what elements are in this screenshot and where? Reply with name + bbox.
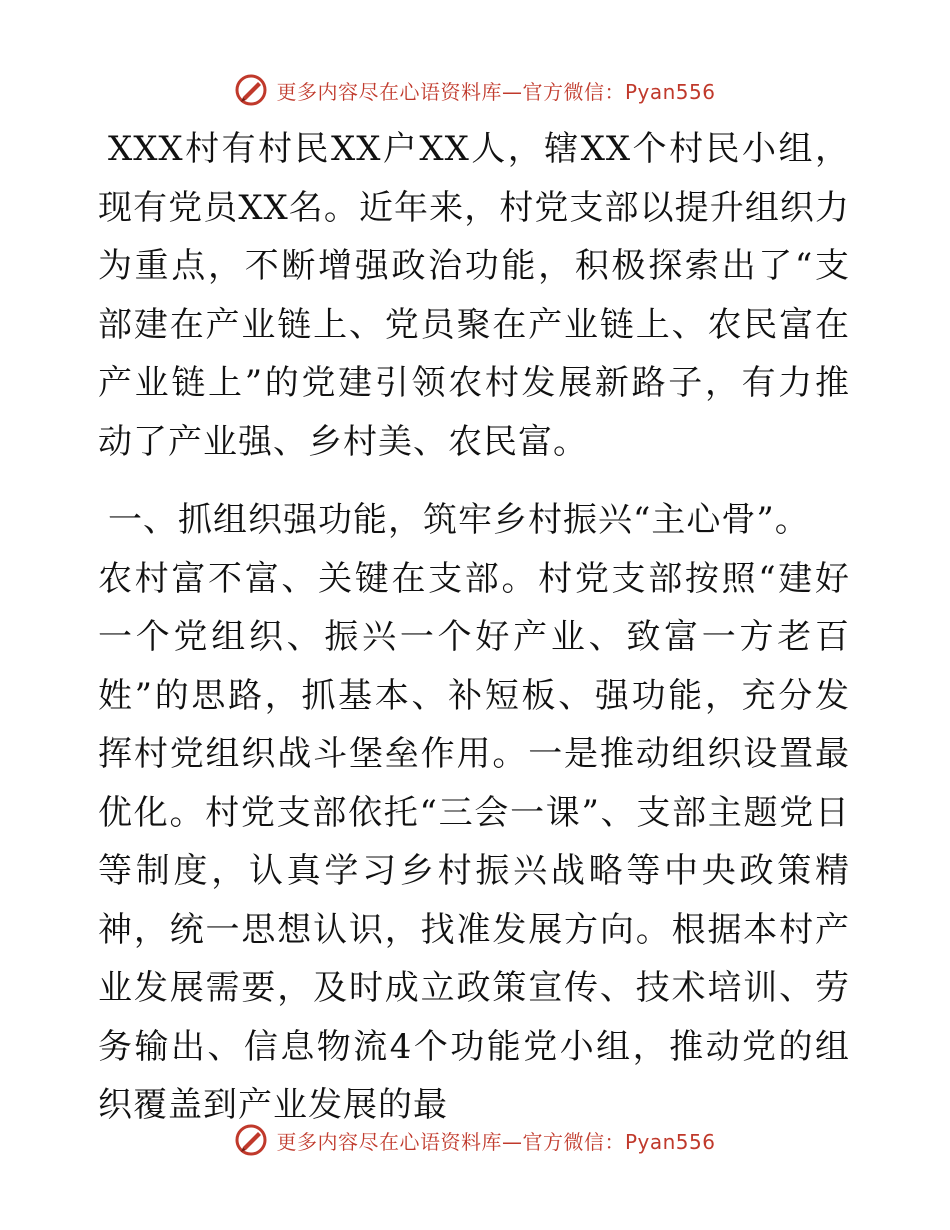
watermark-text: 更多内容尽在心语资料库—官方微信：Pyan556 — [276, 79, 716, 104]
paragraph-intro: XXX村有村民XX户XX人，辖XX个村民小组，现有党员XX名。近年来，村党支部以提升组织力为重点，不断增强政治功能，积极探索出了“支部建在产业链上、党员聚在产业链上、农民富在产业链上”的党建引领农村发展新路子，有力推动了产业强、乡村美、农民富。 — [98, 129, 850, 462]
logo-icon — [234, 1123, 268, 1157]
footer-watermark — [0, 1120, 950, 1160]
section-heading: 一、抓组织强功能，筑牢乡村振兴“主心骨”。 — [108, 500, 810, 540]
document-body — [98, 120, 850, 1135]
watermark-text: 更多内容尽在心语资料库—官方微信：Pyan556 — [276, 1129, 716, 1154]
paragraph-gap — [98, 471, 850, 491]
logo-icon — [234, 73, 268, 107]
header-watermark — [0, 70, 950, 110]
paragraph-section-one: 农村富不富、关键在支部。村党支部按照“建好一个党组织、振兴一个好产业、致富一方老百姓”的思路，抓基本、补短板、强功能，充分发挥村党组织战斗堡垒作用。一是推动组织设置最优化。村党支部依托“三会一课”、支部主题党日等制度，认真学习乡村振兴战略等中央政策精神，统一思想认识，找准发展方向。根据本村产业发展需要，及时成立政策宣传、技术培训、劳务输出、信息物流4个功能党小组，推动党的组织覆盖到产业发展的最 — [98, 558, 850, 1125]
